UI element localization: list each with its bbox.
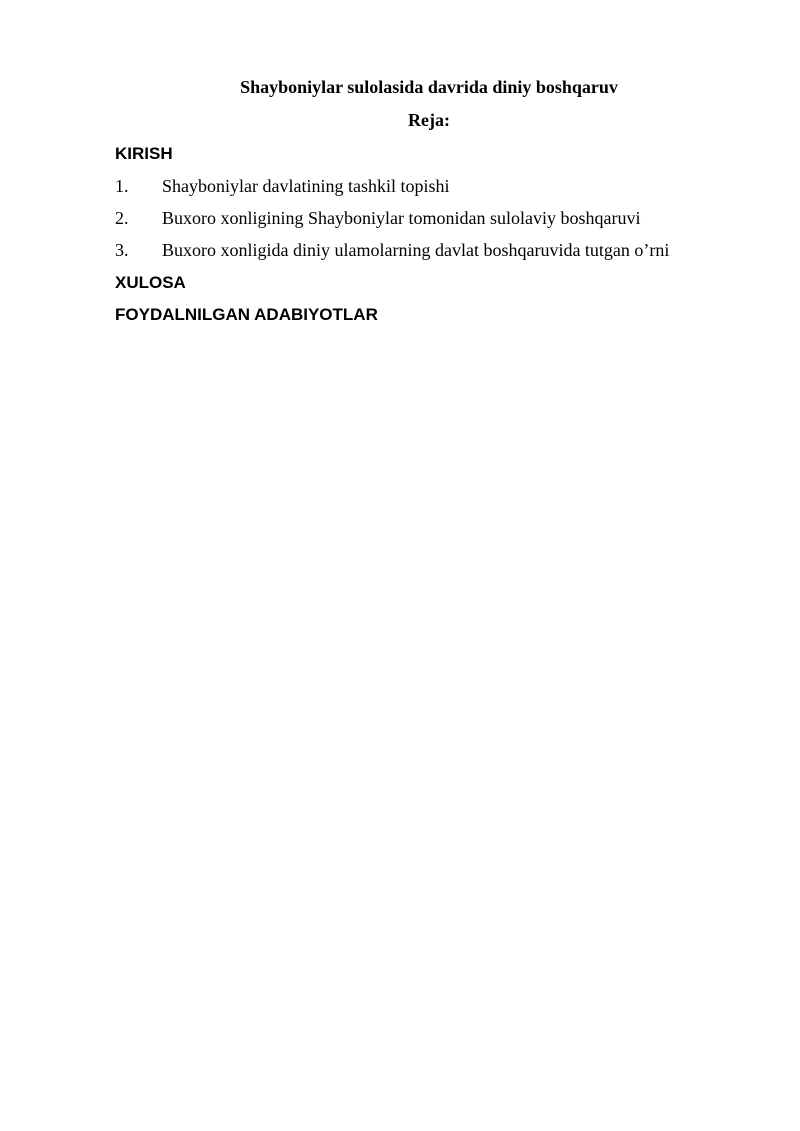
toc-item-text: Shayboniylar davlatining tashkil topishi bbox=[162, 176, 450, 196]
conclusion-heading: XULOSA bbox=[115, 273, 186, 292]
toc-item-number: 1. bbox=[115, 176, 129, 196]
intro-heading: KIRISH bbox=[115, 144, 173, 163]
toc-item-number: 2. bbox=[115, 208, 129, 228]
toc-item-text: Buxoro xonligida diniy ulamolarning davlat boshqaruvida tutgan o’rni bbox=[162, 240, 670, 260]
toc-item bbox=[115, 175, 449, 197]
toc-item-number: 3. bbox=[115, 240, 129, 260]
toc-item-text: Buxoro xonligining Shayboniylar tomonidan sulolaviy boshqaruvi bbox=[162, 208, 641, 228]
plan-heading: Reja: bbox=[408, 110, 450, 130]
document-title: Shayboniylar sulolasida davrida diniy boshqaruv bbox=[240, 77, 618, 97]
references-heading: FOYDALNILGAN ADABIYOTLAR bbox=[115, 305, 378, 324]
toc-item bbox=[115, 239, 669, 261]
toc-item bbox=[115, 207, 640, 229]
